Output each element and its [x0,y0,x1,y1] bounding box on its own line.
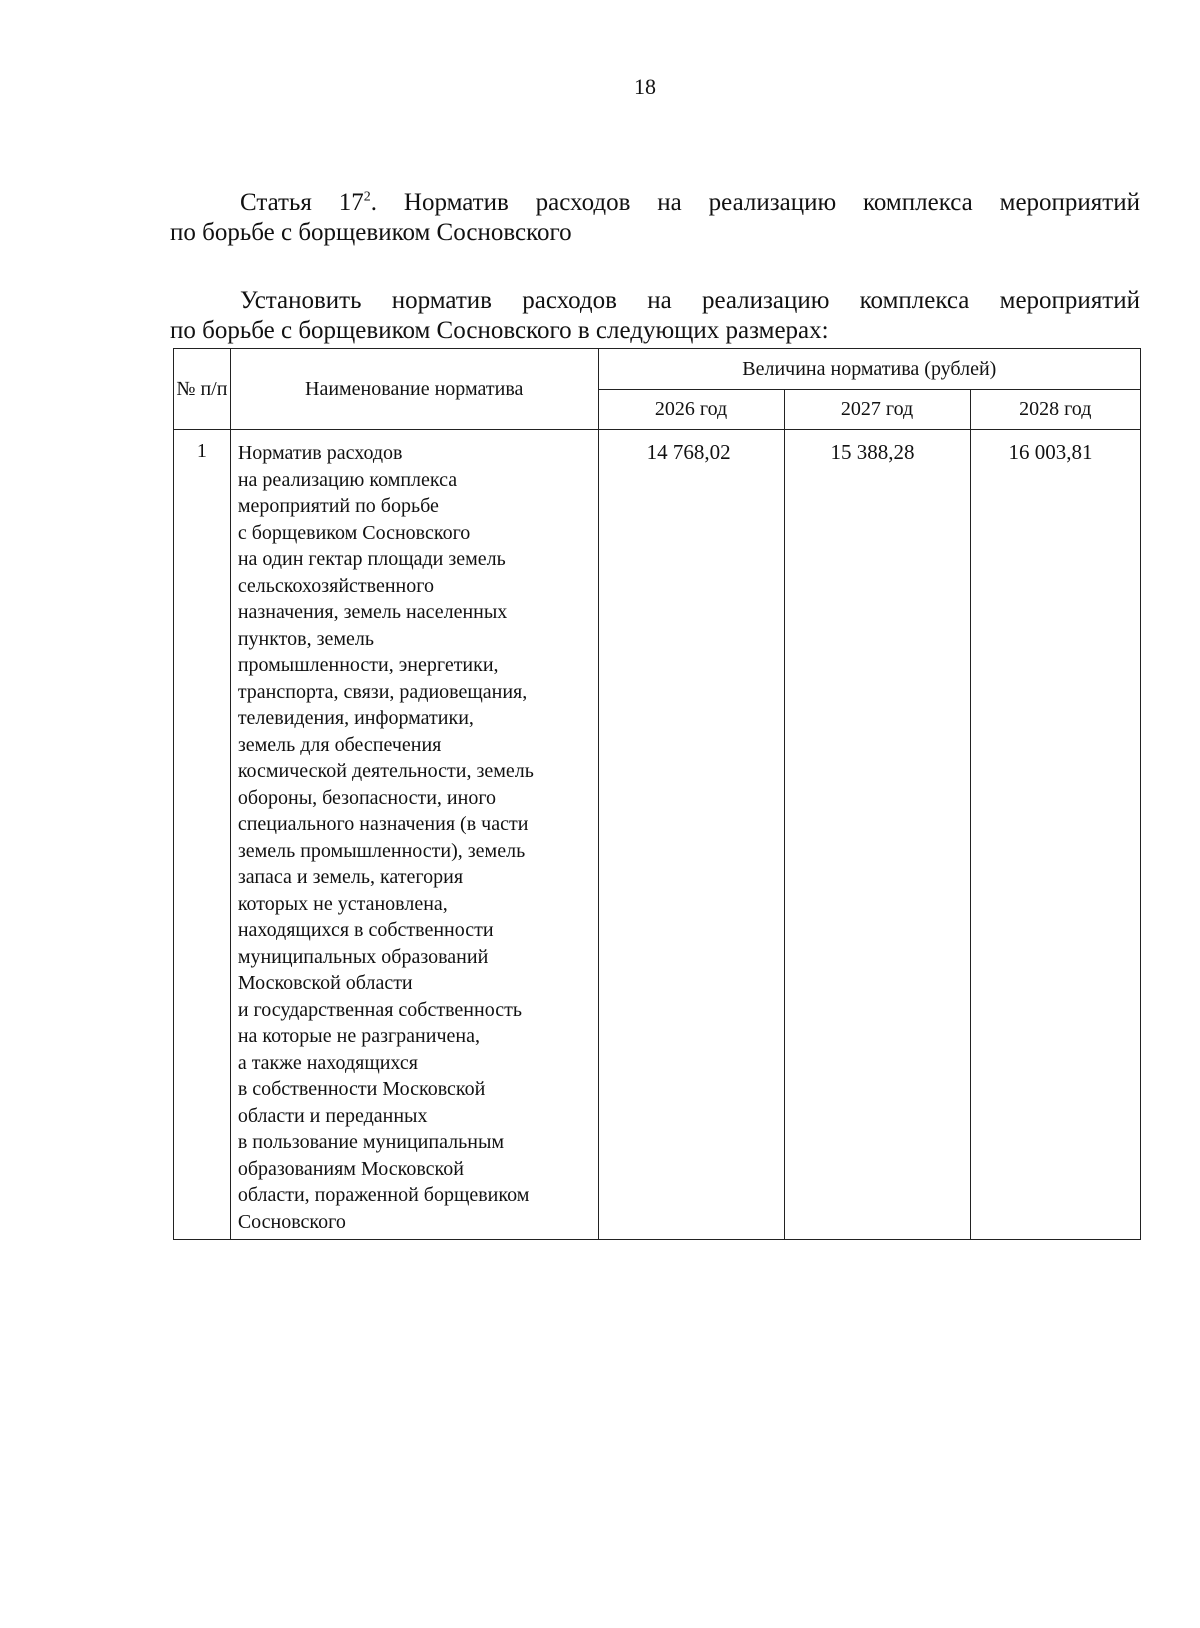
intro-line-1: Установить норматив расходов на реализацию комплекса мероприятий [240,287,1140,314]
header-name: Наименование норматива [230,349,598,430]
intro-paragraph [170,286,1140,346]
row-name-line: в пользование муниципальным [237,1131,505,1153]
row-name-line: космической деятельности, земель [237,760,534,782]
header-year-2026: 2026 год [598,390,784,430]
row-name-line: а также находящихся [237,1051,418,1074]
row-name-line: Московской области [237,972,413,994]
row-name-line: назначения, земель населенных [237,601,508,623]
row-name-line: Норматив расходов [237,442,403,464]
intro-line-2: по борьбе с борщевиком Сосновского в следующих размерах: [170,317,829,344]
article-heading-line-2: по борьбе с борщевиком Сосновского [170,219,572,246]
article-label: Статья 17 [240,189,364,216]
row-name-line: муниципальных образований [237,945,489,968]
row-name [230,430,598,1240]
row-name-line: транспорта, связи, радиовещания, [237,680,528,703]
header-year-2028: 2028 год [970,390,1141,430]
row-name-line: области, пораженной борщевиком [237,1184,530,1206]
article-heading-line-1 [170,188,1140,218]
table-row [174,430,1141,1240]
row-name-line: области и переданных [237,1104,428,1127]
row-name-line: на реализацию комплекса [237,468,458,491]
row-name-line: которых не установлена, [237,892,448,915]
article-heading [170,188,1140,248]
norm-table [173,348,1141,1240]
row-name-line: находящихся в собственности [237,919,494,941]
header-value-group: Величина норматива (рублей) [598,349,1140,390]
row-name-line: специального назначения (в части [237,813,529,835]
row-name-line: земель для обеспечения [237,733,442,756]
row-name-line: на один гектар площади земель [237,548,506,570]
row-name-line: и государственная собственность [237,998,522,1021]
row-name-line: обороны, безопасности, иного [237,786,497,809]
row-name-line: образованиям Московской [237,1157,464,1180]
value-2027: 15 388,28 [784,430,970,1240]
header-year-2027: 2027 год [784,390,970,430]
table-header-row [174,349,1141,390]
row-number: 1 [174,430,231,1240]
article-superscript: 2 [363,189,371,205]
row-name-line: Сосновского [237,1210,346,1233]
article-title: . Норматив расходов на реализацию комплекса мероприятий [370,189,1140,216]
row-name-line: сельскохозяйственного [237,574,434,597]
row-name-line: земель промышленности), земель [237,839,526,862]
row-name-line: телевидения, информатики, [237,707,474,729]
header-number: № п/п [174,349,231,430]
row-name-line: с борщевиком Сосновского [237,521,471,544]
row-name-line: промышленности, энергетики, [237,654,499,676]
page-number: 18 [634,74,656,99]
value-2026: 14 768,02 [598,430,784,1240]
row-name-line: мероприятий по борьбе [237,495,439,517]
row-name-line: пунктов, земель [237,627,375,650]
row-name-line: на которые не разграничена, [237,1025,480,1047]
row-name-line: запаса и земель, категория [237,866,464,888]
row-name-line: в собственности Московской [237,1078,486,1100]
value-2028: 16 003,81 [970,430,1141,1240]
